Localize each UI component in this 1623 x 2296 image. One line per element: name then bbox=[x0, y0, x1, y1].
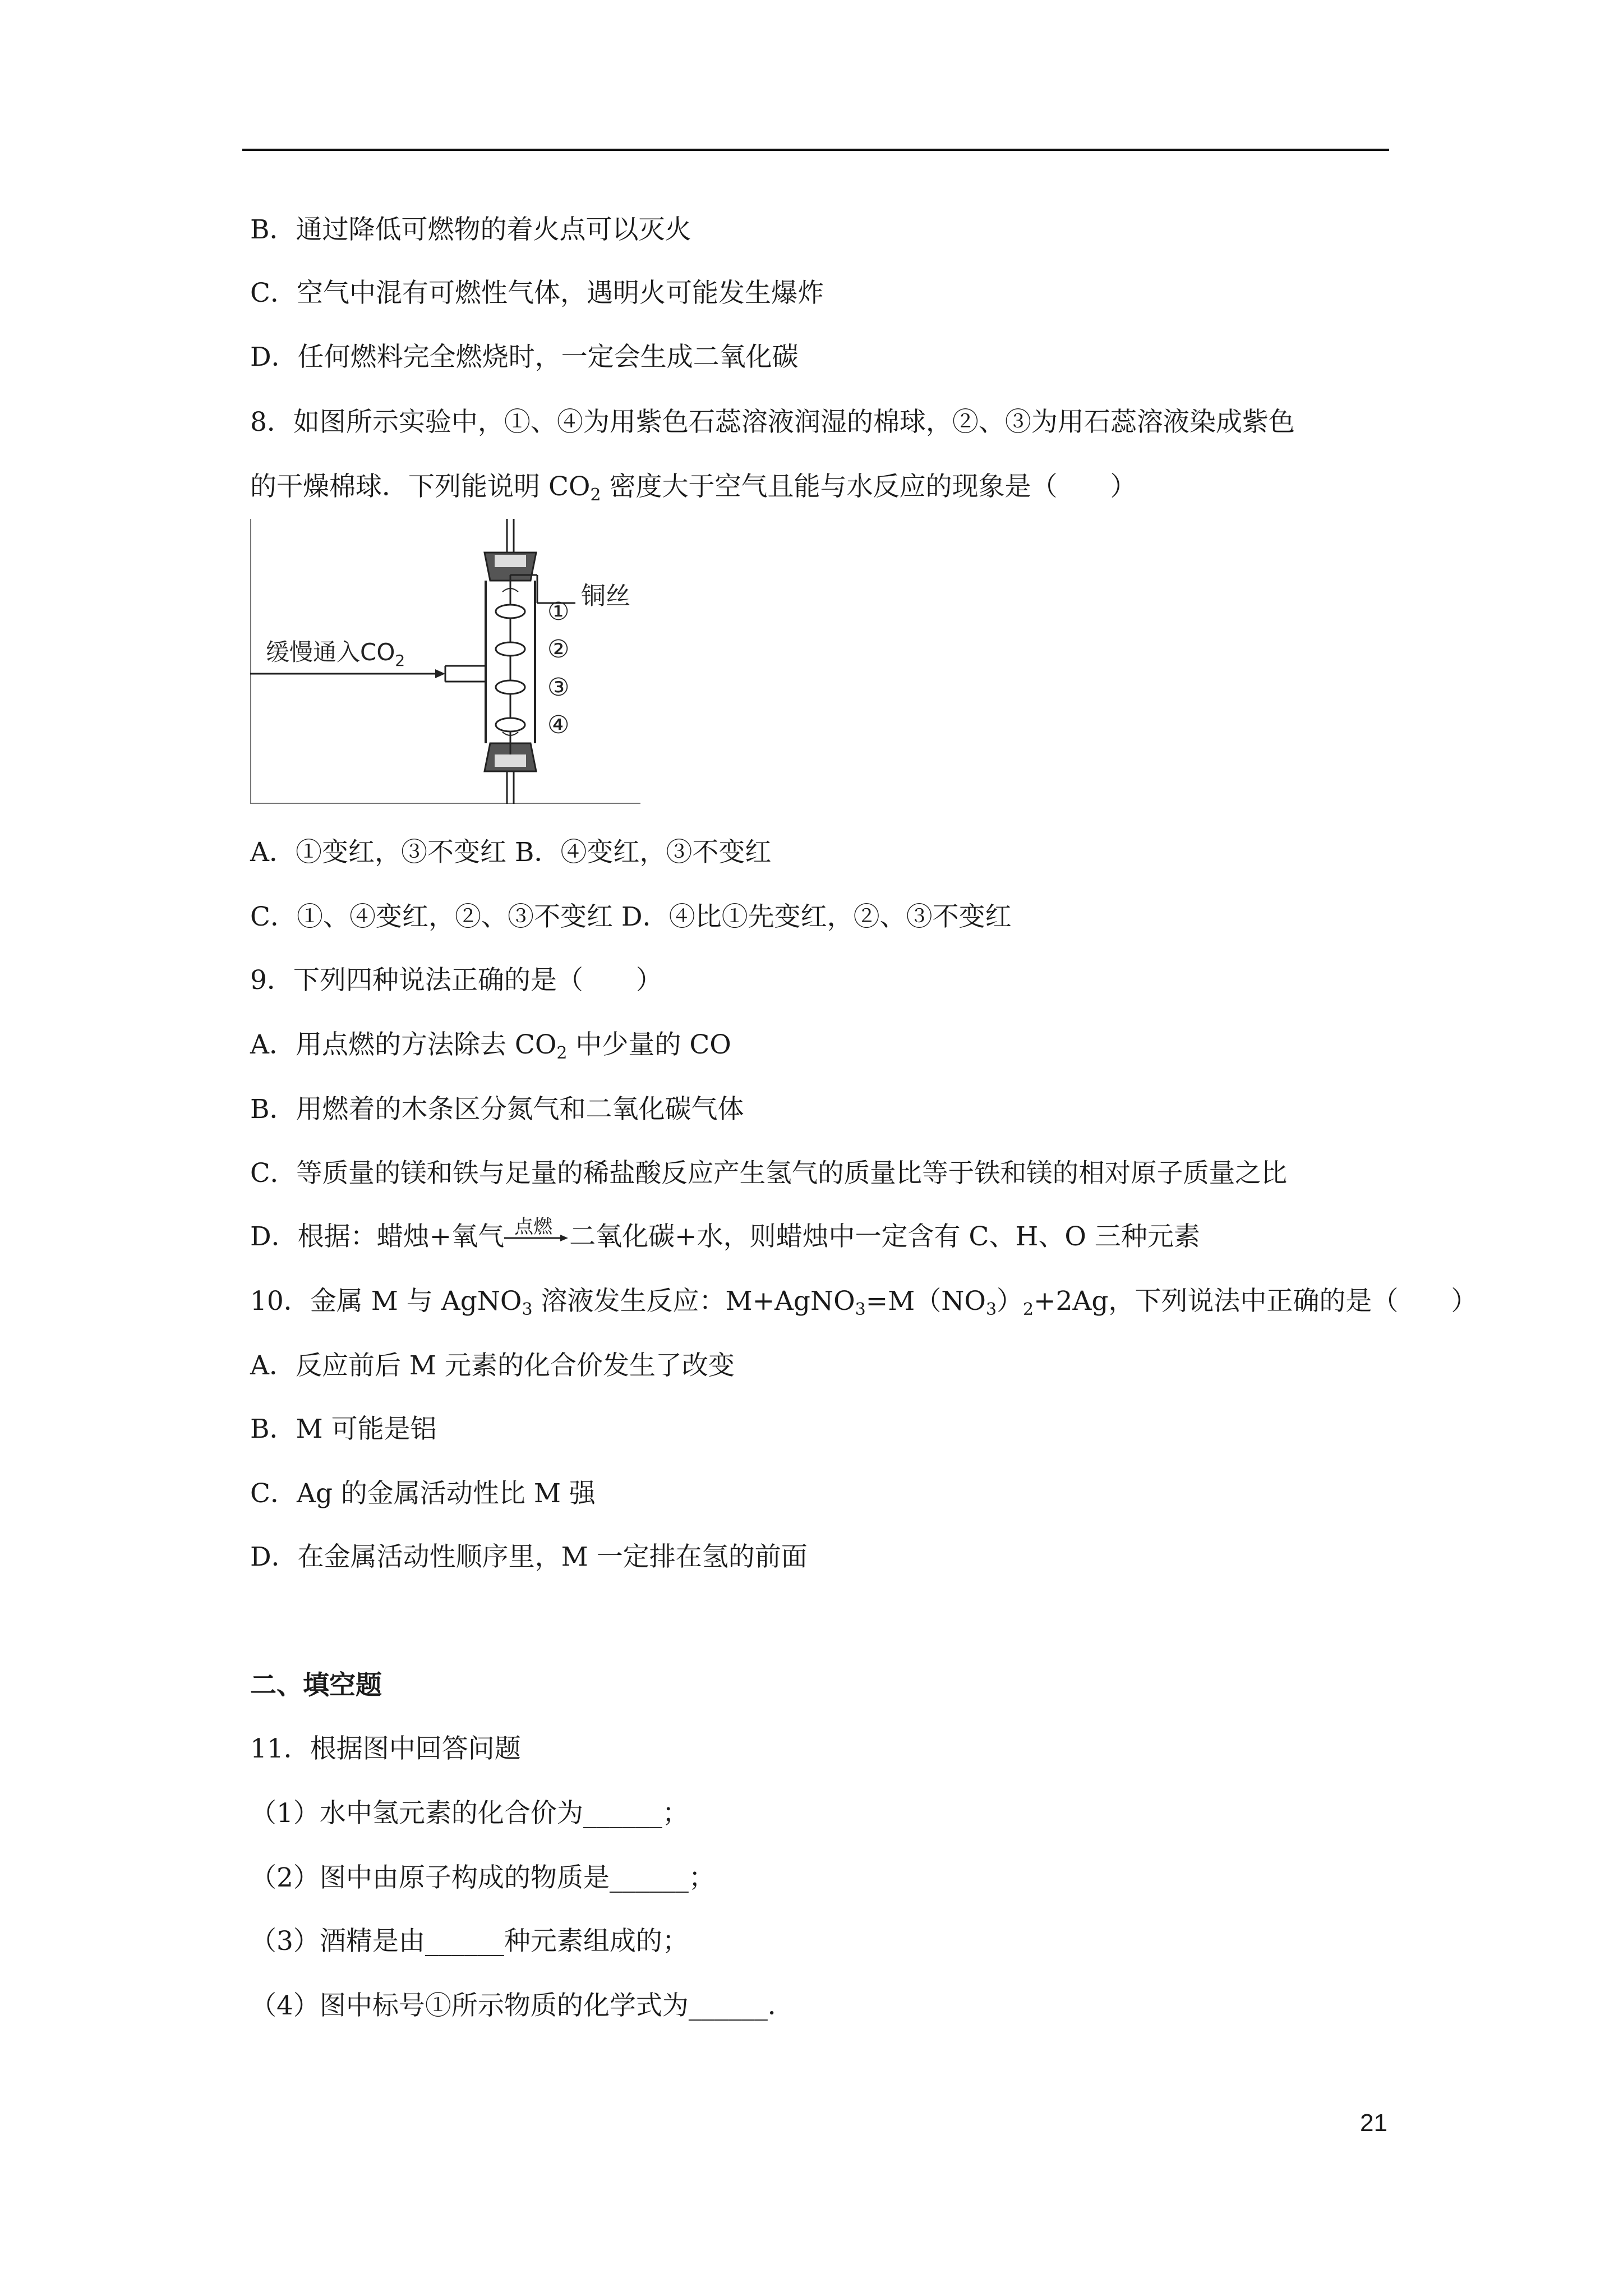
subscript: 2 bbox=[556, 1043, 568, 1063]
ball-label-3: ③ bbox=[547, 673, 570, 702]
q10-option-a: A．反应前后 M 元素的化合价发生了改变 bbox=[250, 1350, 735, 1381]
reaction-condition bbox=[504, 1216, 569, 1254]
q11-item-1: （1）水中氢元素的化合价为______； bbox=[250, 1798, 689, 1829]
flow-arrow-head bbox=[435, 669, 445, 678]
q9-option-d-text-a: D．根据：蜡烛+氧气 bbox=[250, 1221, 505, 1252]
ball-label-2: ② bbox=[547, 635, 570, 664]
q11-item-2: （2）图中由原子构成的物质是______； bbox=[250, 1862, 715, 1893]
q11-stem: 11．根据图中回答问题 bbox=[250, 1733, 521, 1764]
wire-label: 铜丝 bbox=[581, 582, 630, 610]
q8-stem-text-a: 的干燥棉球．下列能说明 CO bbox=[250, 471, 591, 502]
q9-option-d-text-b: 二氧化碳+水，则蜡烛中一定含有 C、H、O 三种元素 bbox=[569, 1221, 1200, 1252]
q7-option-c: C．空气中混有可燃性气体，遇明火可能发生爆炸 bbox=[250, 278, 824, 309]
q8-stem-line1: 8．如图所示实验中，①、④为用紫色石蕊溶液润湿的棉球，②、③为用石蕊溶液染成紫色 bbox=[250, 407, 1295, 438]
header-rule bbox=[242, 149, 1389, 151]
q9-stem: 9．下列四种说法正确的是（ ） bbox=[250, 965, 662, 996]
cotton-ball-1 bbox=[496, 605, 525, 618]
q10-option-b: B．M 可能是铝 bbox=[250, 1414, 437, 1444]
q9-option-d bbox=[250, 1216, 1200, 1254]
q9-option-b: B．用燃着的木条区分氮气和二氧化碳气体 bbox=[250, 1094, 744, 1125]
page-number: 21 bbox=[1360, 2109, 1387, 2137]
q7-option-b: B．通过降低可燃物的着火点可以灭火 bbox=[250, 214, 691, 245]
q11-item-3: （3）酒精是由______种元素组成的； bbox=[250, 1926, 689, 1957]
q8-stem-line2 bbox=[250, 470, 1136, 504]
q10-option-d: D．在金属活动性顺序里，M 一定排在氢的前面 bbox=[250, 1542, 808, 1572]
subscript: 3 bbox=[985, 1300, 997, 1319]
cotton-ball-4 bbox=[496, 718, 525, 731]
section-heading: 二、填空题 bbox=[250, 1670, 382, 1701]
q10-stem-text-e: +2Ag，下列说法中正确的是（ ） bbox=[1034, 1286, 1478, 1317]
subscript: 3 bbox=[855, 1300, 866, 1319]
q10-stem-text-b: 溶液发生反应：M+AgNO bbox=[532, 1286, 855, 1317]
q7-option-d: D．任何燃料完全燃烧时，一定会生成二氧化碳 bbox=[250, 342, 799, 372]
ball-label-4: ④ bbox=[547, 711, 570, 739]
subscript: 2 bbox=[1023, 1300, 1034, 1319]
q9-option-a-text-b: 中少量的 CO bbox=[567, 1029, 731, 1060]
ball-label-1: ① bbox=[547, 597, 570, 626]
experiment-diagram bbox=[250, 519, 640, 804]
subscript: 2 bbox=[590, 485, 601, 505]
q10-stem-text-c: =M（NO bbox=[865, 1286, 986, 1317]
q10-option-c: C．Ag 的金属活动性比 M 强 bbox=[250, 1478, 596, 1509]
subscript: 3 bbox=[522, 1300, 533, 1319]
q9-option-a-text-a: A．用点燃的方法除去 CO bbox=[250, 1029, 557, 1060]
q8-options-row1: A．①变红，③不变红 B．④变红，③不变红 bbox=[250, 837, 772, 868]
q10-stem-text-a: 10．金属 M 与 AgNO bbox=[250, 1286, 522, 1317]
q9-option-a bbox=[250, 1028, 731, 1062]
q10-stem-text-d: ） bbox=[997, 1286, 1023, 1317]
q9-option-c: C．等质量的镁和铁与足量的稀盐酸反应产生氢气的质量比等于铁和镁的相对原子质量之比 bbox=[250, 1158, 1288, 1188]
q8-stem-text-b: 密度大于空气且能与水反应的现象是（ ） bbox=[601, 471, 1137, 502]
inlet-label: 缓慢通入$CO_2$ bbox=[266, 638, 405, 670]
cotton-ball-3 bbox=[496, 680, 525, 694]
q11-item-4: （4）图中标号①所示物质的化学式为______． bbox=[250, 1990, 794, 2021]
q10-stem bbox=[250, 1285, 1477, 1318]
reaction-condition-text: 点燃 bbox=[514, 1216, 553, 1238]
cotton-ball-2 bbox=[496, 642, 525, 656]
q8-options-row2: C．①、④变红，②、③不变红 D．④比①先变红，②、③不变红 bbox=[250, 901, 1012, 932]
